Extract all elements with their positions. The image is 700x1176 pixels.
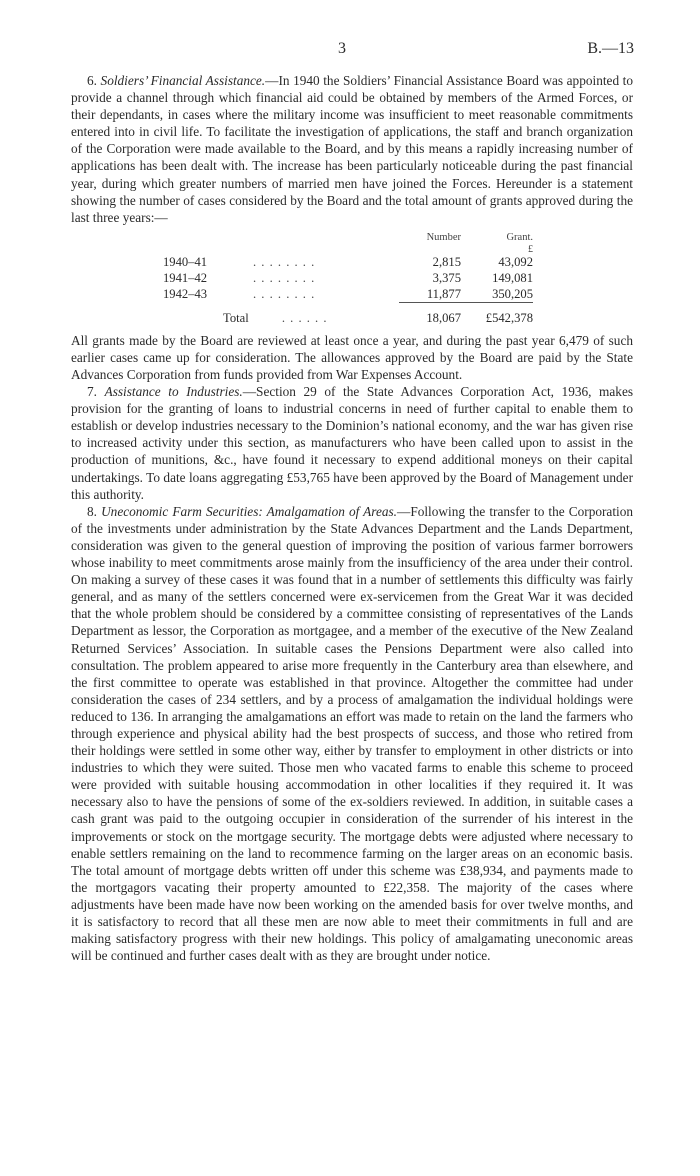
grant-cell: 149,081 [492, 271, 533, 286]
column-header-number: Number [426, 231, 461, 243]
column-header-grant: Grant. [506, 231, 533, 243]
total-label: Total [223, 311, 249, 326]
table-total-row [163, 303, 533, 327]
grants-table [163, 230, 533, 327]
paragraph-8 [71, 503, 633, 965]
grants-table-header [163, 230, 533, 246]
grants-table-unit-row [163, 245, 533, 255]
table-row [163, 255, 533, 271]
paragraph-7-heading: Assistance to Industries. [104, 384, 243, 400]
paragraph-6-number: 6. [87, 73, 97, 88]
leader-dots: . . . . . . . . [253, 255, 316, 270]
body-text [71, 72, 633, 964]
grant-cell: 350,205 [492, 286, 533, 301]
number-cell: 2,815 [432, 255, 461, 270]
paragraph-8-text: —Following the transfer to the Corporation of the investments under administration by the State Advances Department and the Lands Department, consideration was given to the general question of improving the position of various farmer borrowers whose inability to meet commitments arose mainly from the insufficiency of the area under their control. On making a survey of these cases it was found that in a number of settlements this difficulty was fairly general, and as many of the settlers concerned were ex-servicemen from the Great War it was decided that the whole problem should be considered by a committee consisting of representatives of the Lands Department as lessor, the Corporation as mortgagee, and a member of the executive of the New Zealand Returned Services’ Association. In suitable cases the Pensions Department were also called into consultation. The problem appeared to arise more frequently in the Canterbury area than elsewhere, and the first committee to operate was established in that province. Altogether the committee had under consideration the cases of 234 settlers, and by a process of amalgamation the individual holdings were reduced to 136. In arranging the amalgamations an effort was made to retain on the land the farmers who through experience and physical ability had the best prospects of success, and those who retired from their holdings were settled in some other way, either by transfer to employment in other districts or into industries to which they were suited. Those men who vacated farms to enable this scheme to proceed were provided with suitable housing accommodation in other localities if they required it. It was necessary also to have the pensions of some of the ex-soldiers reviewed. In addition, in suitable cases a cash grant was paid to the outgoing occupier in consideration of the surrender of his interest in the improvements or stock on the mortgage security. The mortgage debts were adjusted where necessary to enable settlers remaining on the land to recommence farming on the larger areas on an economic basis. The total amount of mortgage debts written off under this scheme was £38,934, and payments made to the mortgagors vacating their property amounted to £22,358. The majority of the cases where adjustments have been made have now been working on the amended basis for over twelve months, and it is satisfactory to record that all these men are now able to meet their commitments in full and are making satisfactory progress with their new holdings. This policy of amalgamating uneconomic areas will be continued and further cases dealt with as they are brought under notice. [71, 503, 634, 964]
leader-dots: . . . . . . [281, 311, 328, 326]
paragraph-7-text: —Section 29 of the State Advances Corporation Act, 1936, makes provision for the granting of loans to industrial concerns in need of further capital to enable them to establish or develop industries necessary to the Dominion’s national economy, and the war has given rise to increased activity under this section, as manufacturers who have been called upon to assist in the production of munitions, &c., have found it necessary to expend additional moneys on their capital undertakings. To date loans aggregating £53,765 have been approved by the Board of Management under this authority. [71, 384, 634, 502]
total-grant-cell: £542,378 [461, 303, 533, 327]
number-cell: 11,877 [426, 286, 461, 301]
paragraph-6 [71, 72, 633, 226]
leader-dots: . . . . . . . . [253, 271, 316, 286]
paragraph-6-text: —In 1940 the Soldiers’ Financial Assistance Board was appointed to provide a channel through which financial aid could be obtained by members of the Armed Forces, or their dependants, in cases where the military income was insufficient to meet reasonable commitments entered into in civil life. To facilitate the investigation of applications, the staff and branch organization of the Corporation were made available to the Board, and by this means a rapidly increasing number of applications has been dealt with. The increase has been particularly noticeable during the past financial year, during which greater numbers of married men have joined the Forces. Hereunder is a statement showing the number of cases considered by the Board and the total amount of grants approved during the last three years:— [71, 73, 633, 225]
year-cell: 1941–42 [163, 271, 208, 286]
grant-unit: £ [528, 244, 533, 256]
year-cell: 1940–41 [163, 255, 208, 270]
paragraph-7-number: 7. [87, 384, 97, 400]
document-reference: B.—13 [587, 40, 634, 57]
page-number: 3 [338, 40, 346, 57]
paragraph-7 [71, 383, 633, 503]
table-row [163, 271, 533, 287]
year-cell: 1942–43 [163, 287, 208, 302]
total-number-cell: 18,067 [399, 303, 461, 327]
paragraph-8-heading: Uneconomic Farm Securities: Amalgamation of Areas. [101, 503, 398, 519]
table-row [163, 287, 533, 303]
grant-cell: 43,092 [498, 255, 533, 270]
page-header [0, 40, 700, 62]
leader-dots: . . . . . . . . [253, 287, 316, 302]
paragraph-6-heading: Soldiers’ Financial Assistance. [100, 73, 266, 88]
paragraph-8-number: 8. [87, 503, 97, 519]
paragraph-6-continued: All grants made by the Board are reviewed at least once a year, and during the past year 6,479 of such earlier cases came up for consideration. The allowances approved by the Board are paid by the State Advances Corporation from funds provided from War Expenses Account. [71, 332, 633, 382]
number-cell: 3,375 [432, 271, 461, 286]
